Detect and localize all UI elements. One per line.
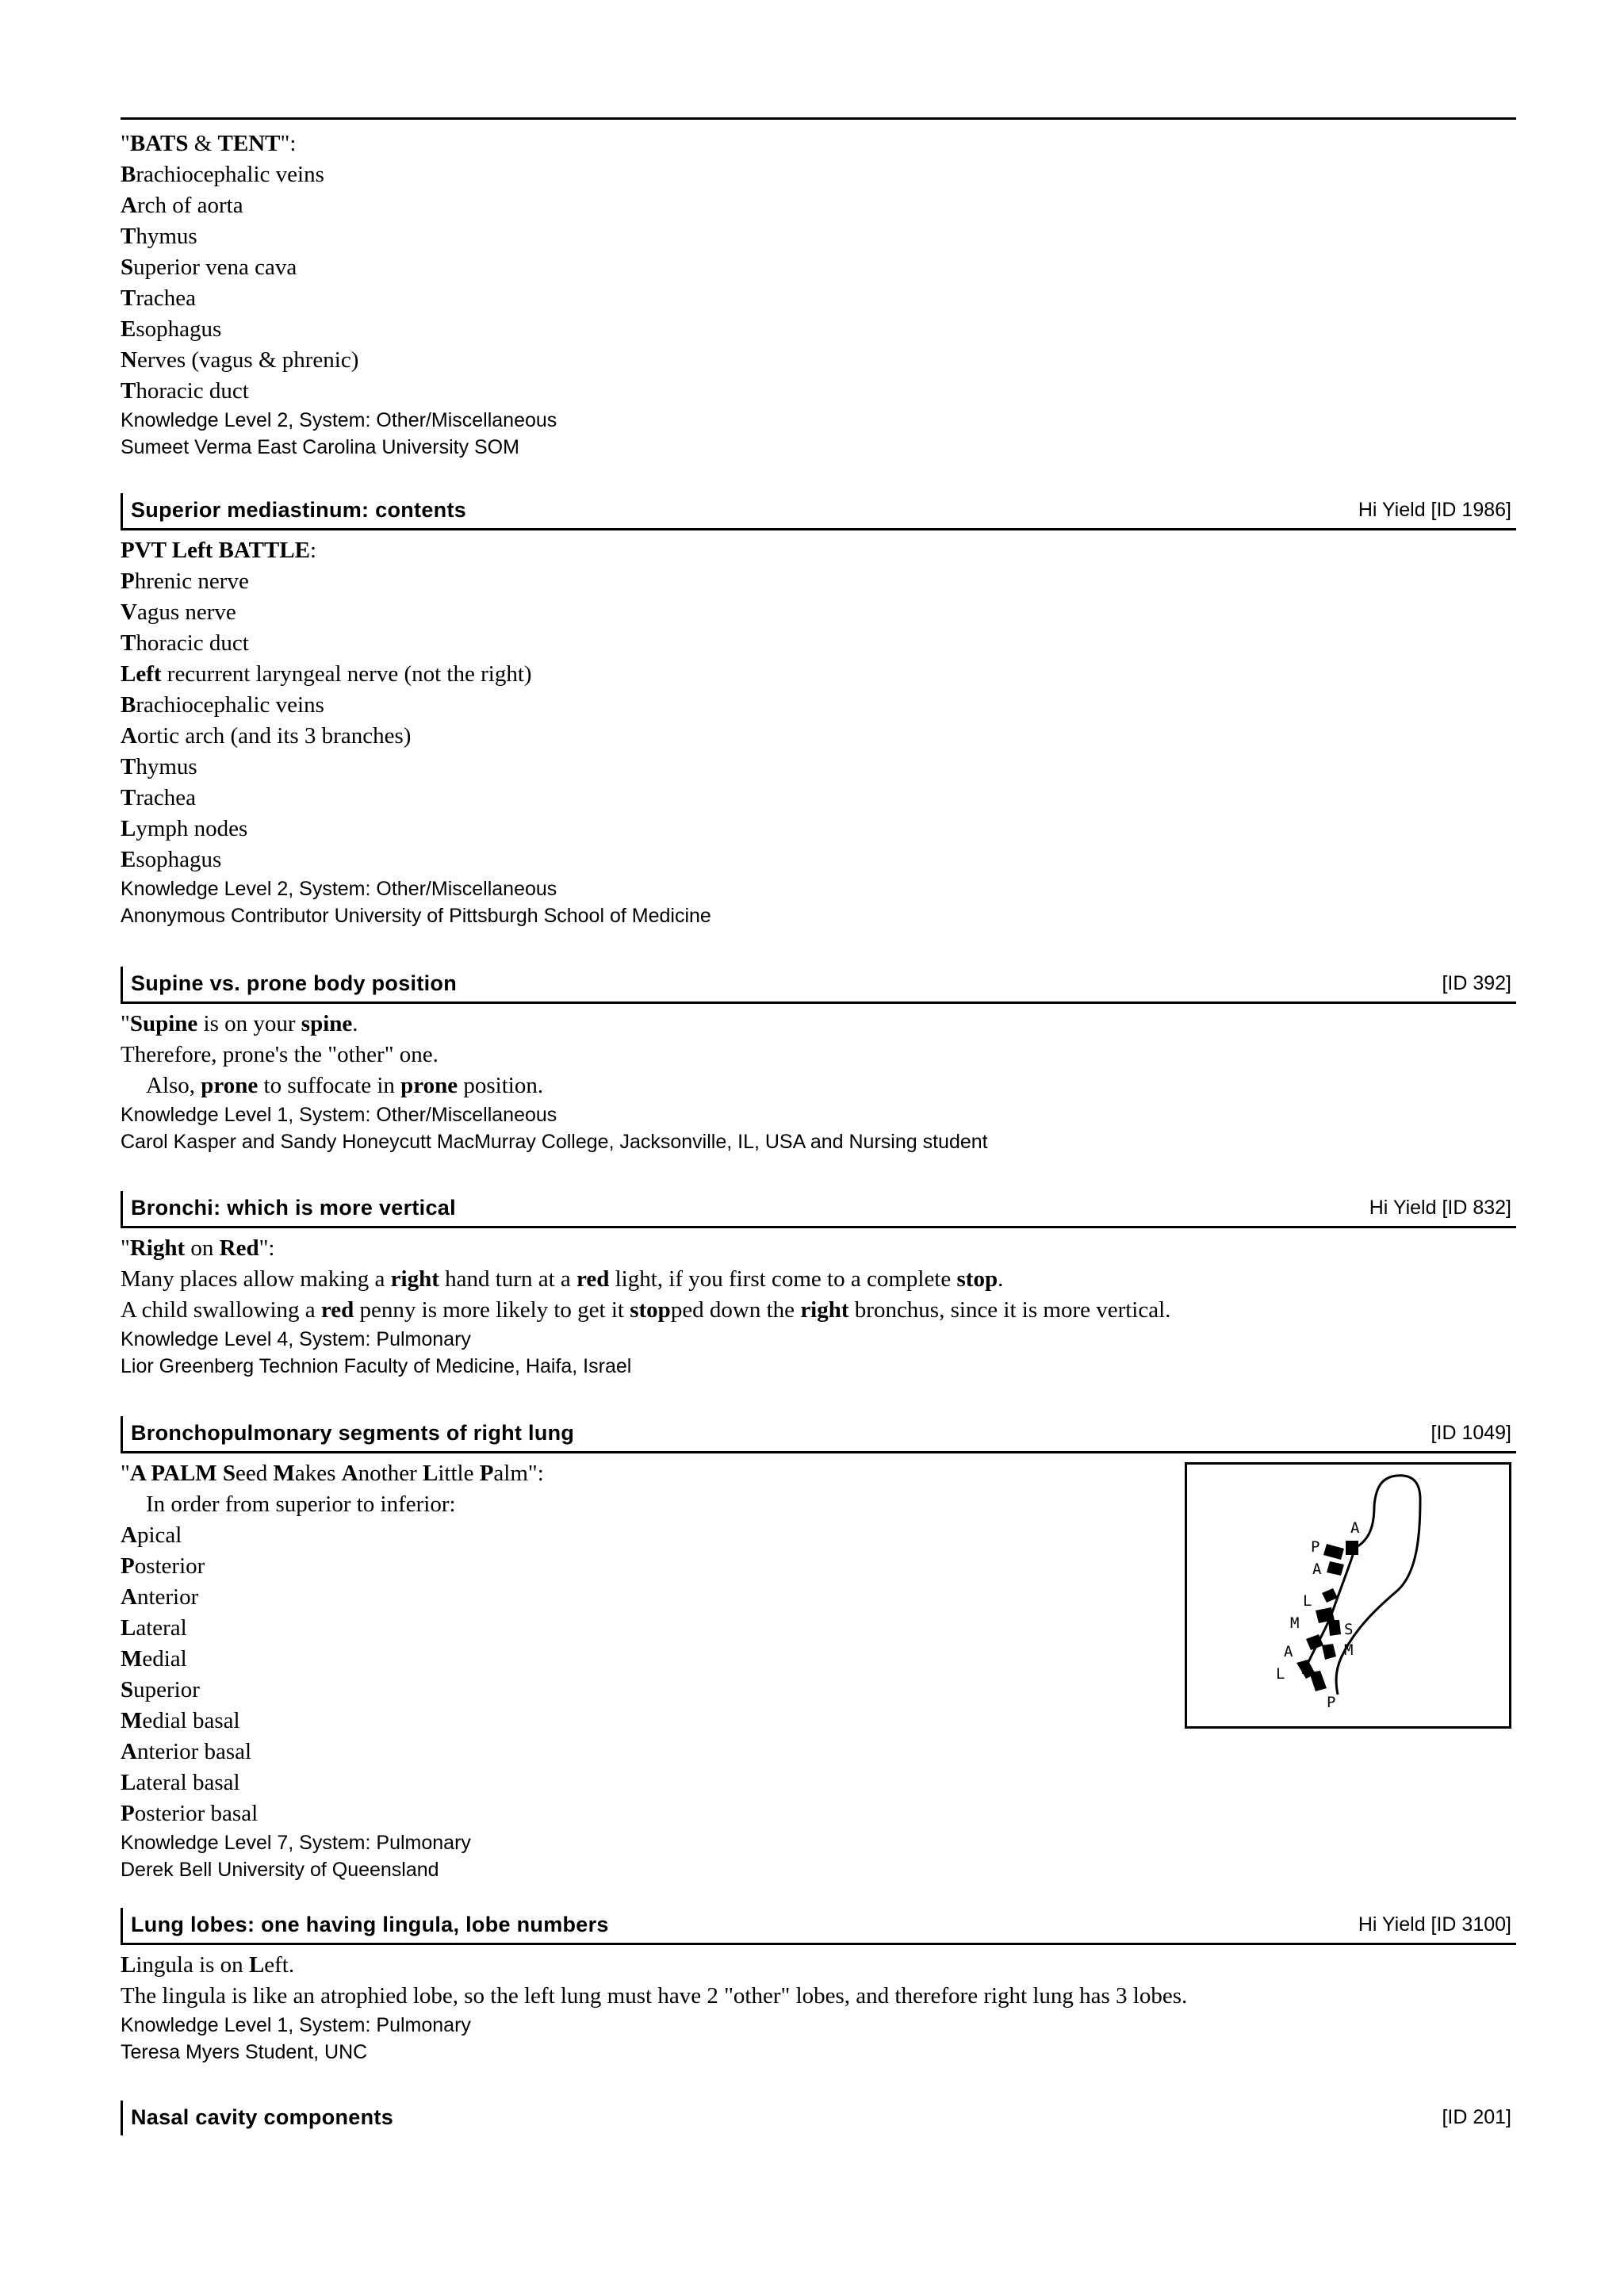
entry-title: Nasal cavity components	[131, 2105, 394, 2129]
mnemonic-line	[121, 844, 1516, 875]
bold-run: P	[479, 1461, 494, 1486]
mnemonic-line	[121, 128, 1516, 159]
mnemonic-line	[121, 190, 1516, 221]
bold-run: A	[121, 1739, 137, 1764]
text-run: nother	[358, 1461, 423, 1486]
text-run: ingula is on	[136, 1952, 249, 1978]
bold-run: A PALM	[129, 1461, 217, 1486]
entry-body	[121, 530, 1516, 929]
text-run: uperior vena cava	[133, 255, 297, 280]
bold-run: A	[121, 723, 137, 749]
bronchial-tree-drawing	[1187, 1465, 1509, 1726]
entry-bronchi-vertical	[121, 1191, 1516, 1380]
bold-run: P	[121, 1553, 135, 1579]
text-run: ateral	[136, 1615, 187, 1641]
text-run: In order from superior to inferior:	[146, 1492, 456, 1517]
text-run: erves (vagus & phrenic)	[136, 347, 359, 373]
text-run: "	[121, 131, 130, 156]
entry-title: Lung lobes: one having lingula, lobe numbers	[131, 1913, 609, 1936]
bold-run: Supine	[129, 1011, 198, 1036]
entry-lung-lobes	[121, 1908, 1516, 2066]
mnemonic-line	[121, 1295, 1516, 1326]
text-run: uperior	[133, 1677, 200, 1702]
mnemonic-line	[121, 566, 1516, 597]
bold-run: E	[121, 316, 136, 342]
text-run: ped down the	[670, 1297, 801, 1323]
knowledge-level: Knowledge Level 1, System: Pulmonary	[121, 2014, 471, 2036]
bold-run: Left	[121, 661, 162, 687]
mnemonic-line	[121, 1767, 1516, 1798]
bold-run: S	[121, 255, 134, 280]
text-run: horacic duct	[136, 378, 249, 404]
text-run: rachiocephalic veins	[136, 162, 324, 187]
mnemonic-line	[121, 159, 1516, 190]
entry-supine-prone	[121, 967, 1516, 1155]
text-run: A child swallowing a	[121, 1297, 321, 1323]
text-run: .	[352, 1011, 358, 1036]
segment-label: P	[1327, 1694, 1336, 1711]
knowledge-level: Knowledge Level 4, System: Pulmonary	[121, 1328, 471, 1350]
bold-run: B	[121, 692, 136, 718]
entry-meta: Hi Yield [ID 832]	[1369, 1197, 1511, 1219]
mnemonic-line	[121, 221, 1516, 252]
entry-body	[121, 1004, 1516, 1155]
bold-run: spine	[301, 1011, 353, 1036]
bold-run: prone	[400, 1073, 458, 1098]
text-run: pical	[136, 1522, 182, 1548]
text-run: bronchus, since it is more vertical.	[848, 1297, 1171, 1323]
bold-run: V	[121, 599, 137, 625]
bold-run: red	[576, 1266, 610, 1292]
bold-run: L	[248, 1952, 265, 1978]
entry-title: Bronchopulmonary segments of right lung	[131, 1421, 575, 1445]
entry-nasal-cavity	[121, 2101, 1516, 2135]
text-run: rachea	[136, 785, 196, 810]
bold-run: Right	[129, 1235, 186, 1261]
text-run: .	[998, 1266, 1004, 1292]
text-run: &	[188, 131, 218, 156]
mnemonic-line	[121, 252, 1516, 283]
bold-run: E	[121, 847, 136, 872]
knowledge-level: Knowledge Level 2, System: Other/Miscellaneous	[121, 409, 557, 431]
author-line: Teresa Myers Student, UNC	[121, 2041, 368, 2063]
text-run: ymph nodes	[136, 816, 248, 841]
mnemonic-line	[121, 752, 1516, 783]
segment-label: A	[1312, 1561, 1322, 1578]
text-run: osterior	[134, 1553, 205, 1579]
entry-meta: Hi Yield [ID 3100]	[1358, 1913, 1511, 1936]
bold-run: N	[121, 347, 137, 373]
text-run: nterior basal	[136, 1739, 252, 1764]
text-run: recurrent laryngeal nerve (not the right)	[161, 661, 532, 687]
text-run: hymus	[136, 224, 197, 249]
bold-run: L	[121, 816, 136, 841]
entry-superior-mediastinum	[121, 493, 1516, 929]
entry-header	[121, 1416, 1516, 1453]
text-run: horacic duct	[136, 630, 249, 656]
bold-run: L	[423, 1461, 439, 1486]
segment-label: S	[1344, 1621, 1354, 1638]
entry-header	[121, 1908, 1516, 1945]
lung-outline	[1336, 1476, 1420, 1695]
bold-run: P	[121, 569, 135, 594]
mnemonic-line	[121, 1009, 1516, 1040]
entry-body	[121, 124, 1516, 461]
entry-title: Supine vs. prone body position	[131, 971, 458, 995]
text-run: edial	[142, 1646, 187, 1672]
entry-meta: [ID 1049]	[1431, 1422, 1511, 1444]
text-run: The lingula is like an atrophied lobe, so the left lung must have 2 "other" lobes, and therefore right lung has 3 lobes.	[121, 1983, 1188, 2009]
entry-bats-tent	[121, 124, 1516, 461]
bold-run: T	[121, 378, 136, 404]
entry-title: Bronchi: which is more vertical	[131, 1196, 456, 1220]
bold-run: T	[121, 285, 136, 311]
text-run: nterior	[136, 1584, 199, 1610]
entry-header	[121, 1191, 1516, 1228]
bold-run: stop	[630, 1297, 671, 1323]
segment-label: L	[1276, 1665, 1285, 1683]
bold-run: S	[222, 1461, 236, 1486]
mnemonic-line	[121, 1233, 1516, 1264]
mnemonic-line	[121, 690, 1516, 721]
mnemonic-line	[121, 535, 1516, 566]
bold-run: L	[121, 1615, 136, 1641]
text-run: osterior basal	[134, 1801, 259, 1826]
entry-meta: [ID 392]	[1442, 972, 1511, 994]
mnemonic-line	[121, 1264, 1516, 1295]
mnemonic-line	[121, 628, 1516, 659]
mnemonic-line	[121, 1040, 1516, 1070]
text-run: alm":	[493, 1461, 544, 1486]
text-run: to suffocate in	[258, 1073, 401, 1098]
text-run: hymus	[136, 754, 197, 779]
bold-run: T	[121, 630, 136, 656]
bold-run: L	[121, 1770, 136, 1795]
text-run: on	[185, 1235, 220, 1261]
bold-run: M	[121, 1646, 143, 1672]
knowledge-level: Knowledge Level 7, System: Pulmonary	[121, 1832, 471, 1854]
bold-run: A	[121, 1522, 137, 1548]
bold-run: A	[121, 193, 137, 218]
text-run: ortic arch (and its 3 branches)	[136, 723, 412, 749]
text-run: ":	[280, 131, 297, 156]
bold-run: red	[320, 1297, 354, 1323]
mnemonic-line	[121, 659, 1516, 690]
bold-run: right	[800, 1297, 849, 1323]
text-run: Therefore, prone's the "other" one.	[121, 1042, 439, 1067]
knowledge-level: Knowledge Level 1, System: Other/Miscellaneous	[121, 1104, 557, 1126]
text-run: akes	[294, 1461, 342, 1486]
text-run	[217, 1461, 223, 1486]
mnemonic-line	[121, 1798, 1516, 1829]
mnemonic-line	[121, 376, 1516, 407]
mnemonic-line	[121, 283, 1516, 314]
bold-run: P	[121, 1801, 135, 1826]
bold-run: Red	[219, 1235, 259, 1261]
bronchial-tree-figure	[1185, 1462, 1511, 1729]
text-run: sophagus	[136, 316, 222, 342]
mnemonic-line	[121, 783, 1516, 814]
bold-run: right	[390, 1266, 439, 1292]
text-run: agus nerve	[136, 599, 236, 625]
bold-run: A	[341, 1461, 358, 1486]
bold-run: T	[121, 224, 136, 249]
segment-label: M	[1344, 1641, 1354, 1659]
text-run: rch of aorta	[136, 193, 243, 218]
mnemonic-line	[121, 1737, 1516, 1767]
bold-run: TENT	[217, 131, 281, 156]
text-run: "	[121, 1235, 130, 1261]
mnemonic-line	[121, 1950, 1516, 1981]
bold-run: T	[121, 754, 136, 779]
text-run: Also,	[146, 1073, 201, 1098]
mnemonic-line	[121, 721, 1516, 752]
text-run: sophagus	[136, 847, 222, 872]
entry-header	[121, 967, 1516, 1004]
entry-meta: [ID 201]	[1442, 2106, 1511, 2128]
bold-run: stop	[956, 1266, 998, 1292]
segment-label: P	[1311, 1538, 1320, 1556]
bold-run: B	[121, 162, 136, 187]
entry-title: Superior mediastinum: contents	[131, 498, 467, 522]
knowledge-level: Knowledge Level 2, System: Other/Miscellaneous	[121, 878, 557, 900]
segment-label: A	[1350, 1519, 1360, 1537]
author-line: Anonymous Contributor University of Pittsburgh School of Medicine	[121, 905, 711, 927]
author-line: Sumeet Verma East Carolina University SOM	[121, 436, 519, 458]
bold-run: L	[121, 1952, 136, 1978]
text-run: light, if you first come to a complete	[609, 1266, 957, 1292]
text-run: eft.	[264, 1952, 295, 1978]
bold-run: S	[121, 1677, 134, 1702]
bold-run: BATS	[129, 131, 189, 156]
text-run: rachea	[136, 285, 196, 311]
text-run: ateral basal	[136, 1770, 240, 1795]
text-run: hrenic nerve	[134, 569, 249, 594]
text-run: ittle	[438, 1461, 480, 1486]
entry-header	[121, 493, 1516, 530]
text-run: hand turn at a	[439, 1266, 577, 1292]
mnemonic-line	[121, 345, 1516, 376]
bold-run: T	[121, 785, 136, 810]
segment-label: A	[1284, 1643, 1293, 1660]
mnemonic-line	[121, 814, 1516, 844]
entry-bronchopulmonary-segments	[121, 1416, 1516, 1883]
entry-body	[121, 1945, 1516, 2066]
bold-run: M	[121, 1708, 143, 1733]
mnemonic-line	[121, 597, 1516, 628]
mnemonic-line	[121, 314, 1516, 345]
entry-meta: Hi Yield [ID 1986]	[1358, 499, 1511, 521]
author-line: Derek Bell University of Queensland	[121, 1859, 439, 1881]
text-run: :	[310, 538, 317, 563]
text-run: position.	[458, 1073, 544, 1098]
text-run: is on your	[197, 1011, 301, 1036]
author-line: Lior Greenberg Technion Faculty of Medicine, Haifa, Israel	[121, 1355, 632, 1377]
bold-run: prone	[201, 1073, 259, 1098]
bold-run: PVT Left BATTLE	[121, 538, 311, 563]
text-run: ":	[259, 1235, 275, 1261]
top-rule	[121, 117, 1516, 120]
bold-run: A	[121, 1584, 137, 1610]
text-run: edial basal	[142, 1708, 240, 1733]
text-run: "	[121, 1011, 130, 1036]
text-run: "	[121, 1461, 130, 1486]
mnemonic-line	[121, 1981, 1516, 2012]
text-run: rachiocephalic veins	[136, 692, 324, 718]
segment-label: L	[1303, 1592, 1312, 1610]
text-run: eed	[236, 1461, 274, 1486]
entry-header	[121, 2101, 1516, 2135]
text-run: penny is more likely to get it	[354, 1297, 630, 1323]
segment-label: M	[1290, 1614, 1300, 1632]
entry-body	[121, 1228, 1516, 1380]
mnemonic-line	[121, 1070, 1516, 1101]
text-run: Many places allow making a	[121, 1266, 391, 1292]
bold-run: M	[273, 1461, 295, 1486]
author-line: Carol Kasper and Sandy Honeycutt MacMurray College, Jacksonville, IL, USA and Nursing student	[121, 1131, 988, 1153]
